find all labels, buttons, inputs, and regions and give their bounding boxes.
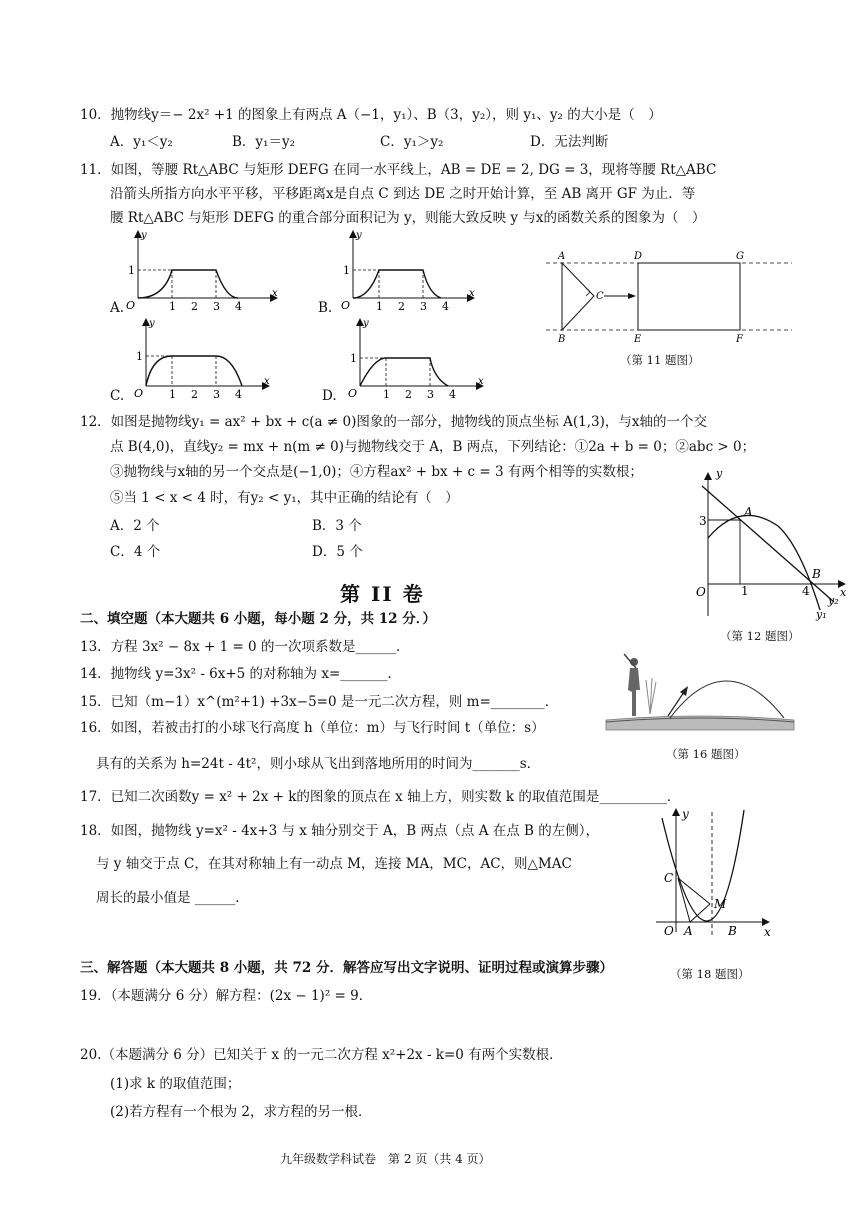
q12-point-a: A <box>744 505 753 519</box>
q12-line3: ③抛物线与x轴的另一个交点是(−1,0)；④方程ax² + bx + c = 3 有两个相等的实数根； <box>110 464 643 480</box>
q12-x-label: x <box>840 586 847 599</box>
q15: 15．已知（m−1）x^(m²+1) +3x−5=0 是一元二次方程，则 m=________． <box>80 694 559 710</box>
q11b-t3: 3 <box>420 300 427 313</box>
q11fig-d: D <box>634 251 643 262</box>
q12-origin: O <box>696 585 706 599</box>
q11fig-c: C <box>596 291 604 302</box>
q11-line3: 腰 Rt△ABC 与矩形 DEFG 的重合部分面积记为 y，则能大致反映 y 与x的函数关系的图象为（ ） <box>110 210 706 226</box>
q13: 13．方程 3x² − 8x + 1 = 0 的一次项系数是______． <box>80 639 410 655</box>
q11a-t1: 1 <box>169 300 176 313</box>
q18-point-a: A <box>684 924 693 938</box>
q10-stem: 10．抛物线y＝− 2x² +1 的图象上有两点 A（−1，y₁）、B（3，y₂），则 y₁、y₂ 的大小是（ ） <box>80 107 662 123</box>
q11fig-e: E <box>634 334 642 345</box>
q12-option-c: C．4 个 <box>110 544 161 560</box>
q16-illustration <box>606 650 796 740</box>
q11b-one: 1 <box>343 264 350 277</box>
q11-graph-c <box>134 316 288 406</box>
q11c-t1: 1 <box>169 388 176 401</box>
q12-option-a: A．2 个 <box>110 518 160 534</box>
q12-figure <box>688 468 853 628</box>
q11c-t4: 4 <box>235 388 242 401</box>
q11d-t1: 1 <box>383 388 390 401</box>
q10-option-d: D．无法判断 <box>530 134 609 150</box>
q11c-one: 1 <box>136 350 143 363</box>
q10-option-b: B．y₁＝y₂ <box>232 134 295 150</box>
q20-stem: 20.（本题满分 6 分）已知关于 x 的一元二次方程 x²+2x - k=0 有两个实数根． <box>80 1047 563 1063</box>
q11-option-b-label: B. <box>318 300 333 316</box>
page-footer: 九年级数学科试卷 第 2 页（共 4 页） <box>280 1152 491 1166</box>
q11fig-a: A <box>558 251 566 262</box>
q20-sub2: (2)若方程有一个根为 2，求方程的另一根． <box>110 1104 372 1120</box>
q18-x-label: x <box>764 925 771 939</box>
q11a-t2: 2 <box>191 300 198 313</box>
part2-title: 第 II 卷 <box>340 582 425 606</box>
q19: 19．（本题满分 6 分）解方程：(2x − 1)² = 9． <box>80 988 373 1004</box>
q12-tick-1: 1 <box>741 584 749 598</box>
q11d-x-label: x <box>478 376 484 387</box>
q11d-t4: 4 <box>449 388 456 401</box>
q18-y-label: y <box>682 807 689 821</box>
q11c-t2: 2 <box>191 388 198 401</box>
q11-graph-b <box>341 228 495 318</box>
q11c-origin: O <box>134 387 144 400</box>
q11fig-g: G <box>736 251 744 262</box>
q12-option-d: D．5 个 <box>312 544 363 560</box>
q18-caption: （第 18 题图） <box>670 967 750 981</box>
q11-option-a-label: A. <box>110 300 125 316</box>
q18-point-c: C <box>664 871 674 885</box>
q11fig-b: B <box>558 334 566 345</box>
q11d-t3: 3 <box>427 388 434 401</box>
q12-y2-label: y₂ <box>828 594 839 607</box>
q17: 17．已知二次函数y = x² + 2x + k的图象的顶点在 x 轴上方，则实数 k 的取值范围是__________． <box>80 789 681 805</box>
q11fig-f: F <box>736 334 743 345</box>
q12-point-b: B <box>812 567 821 581</box>
q12-option-b: B．3 个 <box>312 518 362 534</box>
q11a-origin: O <box>126 299 136 312</box>
q18-point-m: M <box>714 897 727 911</box>
q11a-y-label: y <box>141 230 147 241</box>
q18-origin: O <box>664 924 674 938</box>
q11-line2: 沿箭头所指方向水平平移，平移距离x是自点 C 到达 DE 之时开始计算，至 AB 离开 GF 为止．等 <box>110 186 696 202</box>
q18-line2: 与 y 轴交于点 C，在其对称轴上有一动点 M，连接 MA，MC，AC，则△MAC <box>96 856 572 872</box>
q11d-y-label: y <box>363 318 369 329</box>
q12-y-label: y <box>716 467 723 480</box>
q11-option-c-label: C. <box>110 388 125 404</box>
q11-graph-a <box>126 228 280 318</box>
q11d-one: 1 <box>350 352 357 365</box>
q12-tick-4: 4 <box>802 584 810 598</box>
q11b-t1: 1 <box>376 300 383 313</box>
q11-line1: 11．如图，等腰 Rt△ABC 与矩形 DEFG 在同一水平线上，AB = DE = 2, DG = 3，现将等腰 Rt△ABC <box>80 162 717 178</box>
q10-option-a: A．y₁＜y₂ <box>110 134 173 150</box>
q12-line2: 点 B(4,0)，直线y₂ = mx + n(m ≠ 0)与抛物线交于 A，B 两点，下列结论：①2a + b = 0；②abc > 0； <box>110 439 756 455</box>
q11-caption: （第 11 题图） <box>620 353 700 367</box>
q11a-x-label: x <box>272 288 278 299</box>
q12-y1-label: y₁ <box>816 608 827 621</box>
q11-option-d-label: D. <box>322 388 337 404</box>
q12-line4: ⑤当 1 < x < 4 时，有y₂ < y₁，其中正确的结论有（ ） <box>110 490 459 506</box>
q11-figure <box>544 248 794 348</box>
q11b-y-label: y <box>356 230 362 241</box>
q11b-x-label: x <box>469 288 475 299</box>
q18-line1: 18．如图，抛物线 y=x² - 4x+3 与 x 轴分别交于 A，B 两点（点 A 在点 B 的左侧）， <box>80 823 600 839</box>
q10-option-c: C．y₁＞y₂ <box>380 134 444 150</box>
q11c-y-label: y <box>149 318 155 329</box>
q11a-one: 1 <box>128 264 135 277</box>
part2-section-heading: 二、填空题（本大题共 6 小题，每小题 2 分，共 12 分．） <box>80 611 437 627</box>
q11a-t3: 3 <box>213 300 220 313</box>
q16-line1: 16．如图，若被击打的小球飞行高度 h（单位：m）与飞行时间 t（单位：s） <box>80 720 545 736</box>
q18-figure <box>652 808 782 938</box>
q11b-origin: O <box>341 299 351 312</box>
q11b-t4: 4 <box>442 300 449 313</box>
q18-point-b: B <box>728 924 737 938</box>
q16-caption: （第 16 题图） <box>666 747 746 761</box>
q11d-t2: 2 <box>405 388 412 401</box>
q12-caption: （第 12 题图） <box>720 629 800 643</box>
q16-line2: 具有的关系为 h=24t - 4t²，则小球从飞出到落地所用的时间为_______s． <box>96 756 541 772</box>
part3-section-heading: 三、解答题（本大题共 8 小题，共 72 分．解答应写出文字说明、证明过程或演算步骤） <box>80 960 613 976</box>
q11d-origin: O <box>348 387 358 400</box>
q11a-t4: 4 <box>235 300 242 313</box>
q11b-t2: 2 <box>398 300 405 313</box>
q12-line1: 12．如图是抛物线y₁ = ax² + bx + c(a ≠ 0)图象的一部分，抛物线的顶点坐标 A(1,3)，与x轴的一个交 <box>80 414 708 430</box>
q11-graph-d <box>348 316 502 406</box>
q20-sub1: (1)求 k 的取值范围； <box>110 1076 241 1092</box>
q18-line3: 周长的最小值是 ______． <box>96 890 249 906</box>
q11c-x-label: x <box>264 376 270 387</box>
q14: 14．抛物线 y=3x² - 6x+5 的对称轴为 x=_______． <box>80 666 402 682</box>
q12-tick-3: 3 <box>699 514 707 528</box>
q11c-t3: 3 <box>213 388 220 401</box>
